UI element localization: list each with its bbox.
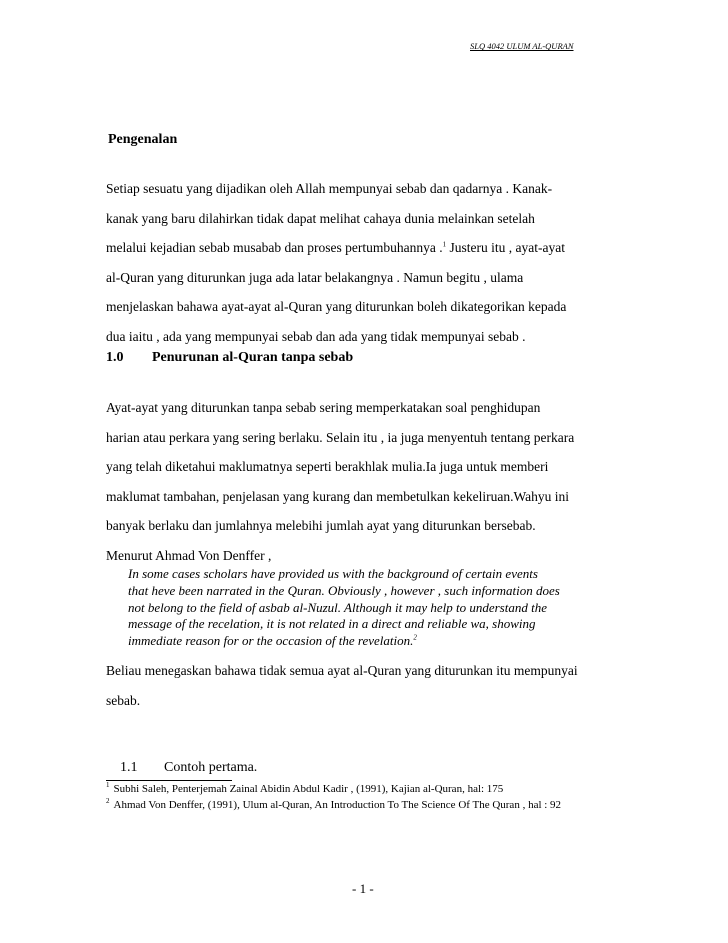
text-line: Beliau menegaskan bahawa tidak semua ayat al-Quran yang diturunkan itu mempunyai [106,663,578,678]
footnote-ref: 1 [442,240,447,249]
subsection-number: 1.1 [120,760,138,775]
running-header: SLQ 4042 ULUM AL-QURAN [470,41,574,51]
text-line: dua iaitu , ada yang mempunyai sebab dan ada yang tidak mempunyai sebab . [106,328,526,344]
footnote-text: Ahmad Von Denffer, (1991), Ulum al-Quran, An Introduction To The Science Of The Quran , hal : 92 [113,799,562,811]
text-segment: melalui kejadian sebab musabab dan proses pertumbuhannya . [106,240,443,255]
section-paragraph [106,393,606,570]
text-line: sebab. [106,692,141,708]
subsection-title: Contoh pertama. [164,760,258,775]
text-line: banyak berlaku dan jumlahnya melebihi jumlah ayat yang diturunkan bersebab. [106,518,536,533]
quote-line: message of the recelation, it is not related in a direct and reliable wa, showing [128,616,536,632]
section-title: Penurunan al-Quran tanpa sebab [152,350,354,365]
text-line: Menurut Ahmad Von Denffer , [106,547,272,563]
text-line: kanak yang baru dilahirkan tidak dapat melihat cahaya dunia melainkan setelah [106,210,535,226]
section-number: 1.0 [106,350,124,365]
text-line: al-Quran yang diturunkan juga ada latar belakangnya . Namun begitu , ulama [106,269,524,285]
text-line: yang telah diketahui maklumatnya seperti berakhlak mulia.Ia juga untuk memberi [106,459,549,474]
block-quote [128,566,598,650]
text-line: menjelaskan bahawa ayat-ayat al-Quran yang diturunkan boleh dikategorikan kepada [106,299,567,314]
quote-line [128,633,598,650]
footnote-text: Subhi Saleh, Penterjemah Zainal Abidin Abdul Kadir , (1991), Kajian al-Quran, hal: 175 [113,783,504,795]
subsection-heading [120,760,257,776]
closing-paragraph [106,656,606,715]
footnote-mark: 2 [106,797,110,806]
footnote-ref: 2 [413,633,417,642]
text-line [106,233,606,263]
text-line: harian atau perkara yang sering berlaku. Selain itu , ia juga menyentuh tentang perkara [106,429,575,445]
quote-line: not belong to the field of asbab al-Nuzul. Although it may help to understand the [128,599,547,615]
section-heading [106,350,353,366]
footnote [106,799,561,811]
footnote [106,783,503,795]
quote-line: In some cases scholars have provided us with the background of certain events [128,566,538,581]
footnote-divider [106,780,232,781]
text-line: Ayat-ayat yang diturunkan tanpa sebab sering memperkatakan soal penghidupan [106,400,541,415]
text-line: Setiap sesuatu yang dijadikan oleh Allah mempunyai sebab dan qadarnya . Kanak- [106,181,553,196]
text-segment: immediate reason for or the occasion of the revelation. [128,633,414,649]
intro-heading: Pengenalan [108,132,178,147]
quote-line: that heve been narrated in the Quran. Obviously , however , such information does [128,582,560,598]
intro-paragraph [106,174,606,351]
footnote-mark: 1 [106,781,110,790]
text-segment: Justeru itu , ayat-ayat [449,240,565,255]
page-number: - 1 - [352,881,374,896]
text-line: maklumat tambahan, penjelasan yang kurang dan membetulkan kekeliruan.Wahyu ini [106,488,570,504]
